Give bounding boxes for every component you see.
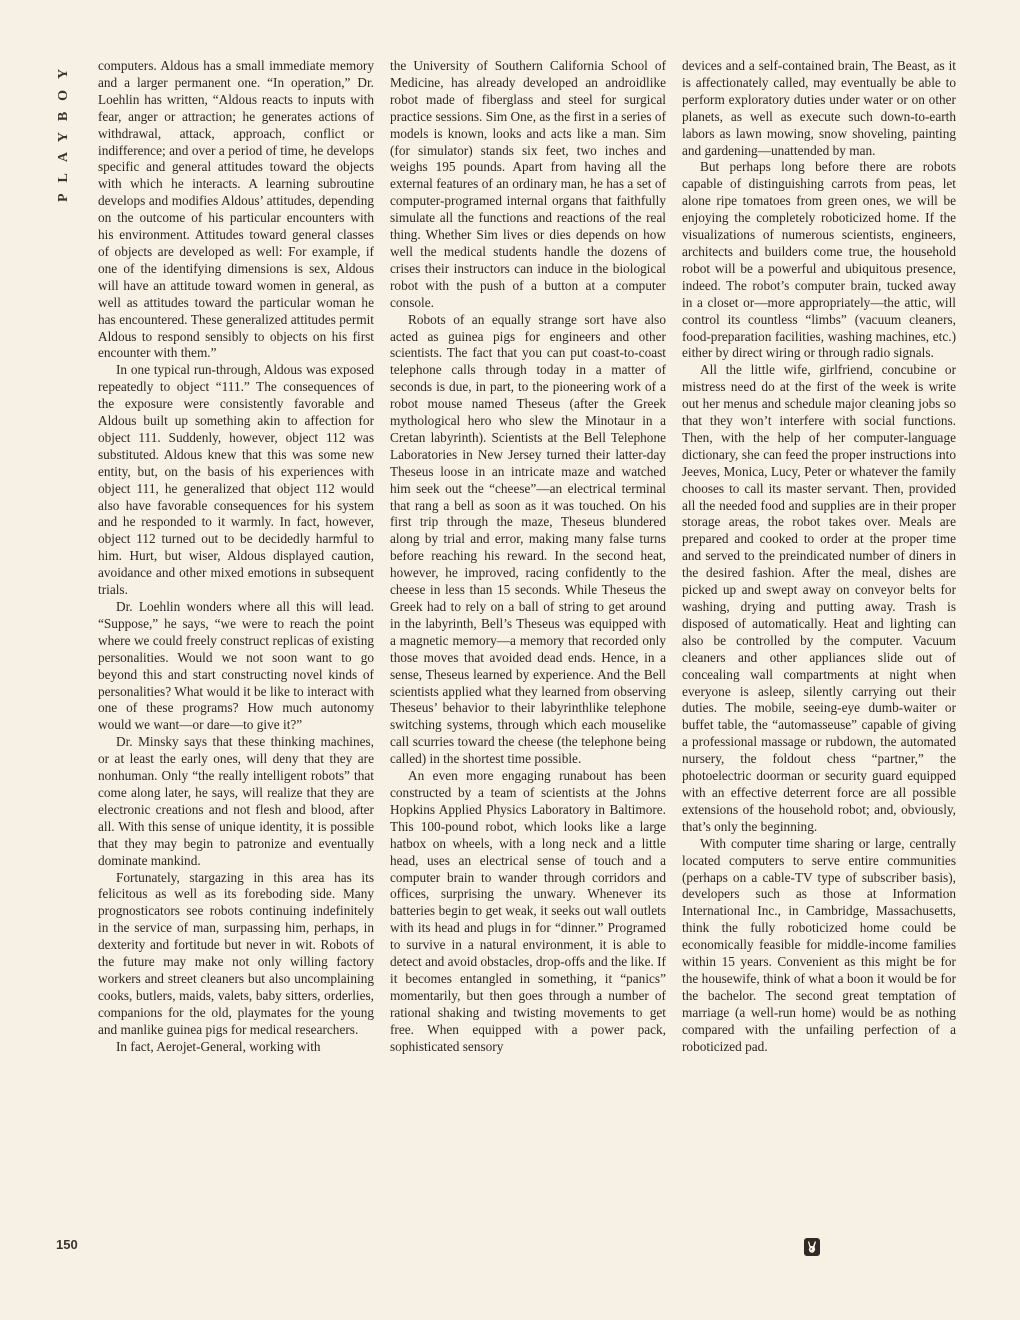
paragraph: Robots of an equally strange sort have also acted as guinea pigs for engineers and other scientists. The fact that you can put coast-to-coast telephone calls through today in a matter of seconds is due, in part, to the pioneering work of a robot mouse named Theseus (after the Greek mythological hero who slew the Minotaur in a Cretan labyrinth). Scientists at the Bell Telephone Laboratories in New Jersey turned their latter-day Theseus loose in an intricate maze and watched him seek out the “cheese”—an electrical terminal that rang a bell as soon as it was touched. On his first trip through the maze, Theseus blundered along by trial and error, making many false turns before reaching his reward. In the second heat, however, he improved, racing confidently to the cheese in less than 15 seconds. While Theseus the Greek had to rely on a ball of string to get around in the labyrinth, Bell’s Theseus was equipped with a magnetic memory—a memory that recorded only those moves that avoided dead ends. Hence, in a sense, Theseus learned by experience. And the Bell scientists applied what they learned from observing Theseus’ behavior to their labyrinthlike telephone switching systems, through which each mouselike call scurries toward the cheese (the telephone being called) in the shortest time possible. bbox=[390, 311, 666, 767]
rabbit-head-icon bbox=[804, 1238, 820, 1256]
page-number: 150 bbox=[56, 1237, 78, 1252]
paragraph: the University of Southern California School of Medicine, has already developed an androidlike robot made of fiberglass and steel for surgical practice sessions. Sim One, as the first in a series of models is known, looks and acts like a man. Sim (for simulator) stands six feet, two inches and weighs 195 pounds. Apart from having all the external features of an ordinary man, he has a set of computer-programed internal organs that faithfully simulate all the functions and reactions of the real thing. Whether Sim lives or dies depends on how well the medical students handle the dozens of crises their instructors can induce in the biological robot with the push of a button at a computer console. bbox=[390, 58, 666, 310]
paragraph: Dr. Minsky says that these thinking machines, or at least the early ones, will deny that they are nonhuman. Only “the really intelligent robots” that come along later, he says, will realize that they are electronic creations and not flesh and blood, after all. With this sense of unique identity, it is possible that they may begin to patronize and eventually dominate mankind. bbox=[98, 734, 374, 868]
paragraph: But perhaps long before there are robots capable of distinguishing carrots from peas, let alone ripe tomatoes from green ones, we will be enjoying the completely roboticized home. If the visualizations of numerous scientists, engineers, architects and builders come true, the household robot will be a powerful and ubiquitous presence, indeed. The robot’s computer brain, tucked away in a closet or—more appropriately—the attic, will control its countless “limbs” (vacuum cleaners, food-preparation facilities, washing machines, etc.) either by direct wiring or through radio signals. bbox=[682, 159, 956, 361]
paragraph: All the little wife, girlfriend, concubine or mistress need do at the first of the week is write out her menus and schedule major cleaning jobs so that they won’t interfere with social functions. Then, with the help of her computer-language dictionary, she can feed the proper instructions into Jeeves, Monica, Lucy, Peter or whatever the family chooses to call its master servant. Then, provided all the needed food and supplies are in their proper storage areas, the robot takes over. Meals are prepared and cooked to order at the proper time and served to the preindicated number of diners in the desired fashion. After the meal, dishes are picked up and swept away on conveyor belts for washing, drying and putting away. Trash is disposed of automatically. Heat and lighting can also be controlled by the computer. Vacuum cleaners and other appliances slide out of concealing wall compartments at night when everyone is asleep, silently carrying out their duties. The mobile, seeing-eye dumb-waiter or buffet table, the “automasseuse” capable of giving a professional massage or rubdown, the automated nursery, the foldout chess “partner,” the photoelectric doorman or security guard equipped with an effective deterrent force are all possible extensions of the household robot; and, obviously, that’s only the beginning. bbox=[682, 362, 956, 834]
paragraph: devices and a self-contained brain, The Beast, as it is affectionately called, may eventually be able to perform exploratory duties under water or on other planets, as well as execute such down-to-earth labors as lawn mowing, snow shoveling, painting and gardening—unattended by man. bbox=[682, 58, 956, 158]
paragraph: In one typical run-through, Aldous was exposed repeatedly to object “111.” The consequences of the exposure were consistently favorable and Aldous built up something akin to affection for object 111. Suddenly, however, object 112 was substituted. Aldous knew that this was some new entity, but, on the basis of his experiences with object 111, he generalized that object 112 would also have favorable consequences for his system and he responded to it warmly. In fact, however, object 112 turned out to be decidedly harmful to him. Hurt, but wiser, Aldous displayed caution, avoidance and other mixed emotions in subsequent trials. bbox=[98, 362, 374, 598]
paragraph: An even more engaging runabout has been constructed by a team of scientists at the Johns Hopkins Applied Physics Laboratory in Baltimore. This 100-pound robot, which looks like a large hatbox on wheels, with a long neck and a little head, uses an electrical sense of touch and a computer brain to wander through corridors and offices, surprising the unwary. Whenever its batteries begin to get weak, it seeks out wall outlets with its head and plugs in for “dinner.” Programed to survive in a natural environment, it is able to detect and avoid obstacles, drop-offs and the like. If it becomes entangled in something, it “panics” momentarily, but then goes through a number of rational shaking and twisting movements to get free. When equipped with a power pack, sophisticated sensory bbox=[390, 768, 666, 1054]
paragraph: In fact, Aerojet-General, working with bbox=[116, 1038, 321, 1054]
paragraph: With computer time sharing or large, centrally located computers to serve entire communities (perhaps on a cable-TV type of subscriber basis), developers such as those at Information International Inc., in Cambridge, Massachusetts, think the fully roboticized home could be economically feasible for middle-income families within 15 years. Convenient as this might be for the housewife, think of what a boon it would be for the bachelor. The second great temptation of marriage (a well-run home) would be as nothing compared with the unfailing perfection of a roboticized pad. bbox=[682, 835, 956, 1054]
text-column-1 bbox=[98, 58, 374, 1055]
paragraph: Dr. Loehlin wonders where all this will lead. “Suppose,” he says, “we were to reach the point where we could freely construct replicas of existing personalities. Would we not soon want to go beyond this and start constructing novel kinds of personalities? What would it be like to interact with one of these programs? How much autonomy would we want—or dare—to give it?” bbox=[98, 599, 374, 733]
text-column-2 bbox=[390, 58, 666, 1055]
paragraph: Fortunately, stargazing in this area has its felicitous as well as its foreboding side. Many prognosticators see robots continuing indefinitely in the service of man, surpassing him, perhaps, in dexterity and fortitude but never in wit. Robots of the future may make not only willing factory workers and street cleaners but also uncomplaining cooks, butlers, maids, valets, baby sitters, orderlies, companions for the old, playmates for the young and manlike guinea pigs for medical researchers. bbox=[98, 869, 374, 1037]
text-column-3 bbox=[682, 58, 956, 1055]
paragraph: computers. Aldous has a small immediate memory and a larger permanent one. “In operation,” Dr. Loehlin has written, “Aldous reacts to inputs with fear, anger or attraction; he generates actions of withdrawal, attack, approach, conflict or indifference; and over a period of time, he develops specific and general attitudes toward the objects with which he interacts. A learning subroutine develops and modifies Aldous’ attitudes, depending on the outcome of his particular encounters with his environment. Attitudes toward general classes of objects are developed as well: For example, if one of the identifying dimensions is sex, Aldous will have an attitude toward women in general, as well as attitudes toward the particular woman he has encountered. These generalized attitudes permit Aldous to respond sensibly to objects on his first encounter with them.” bbox=[98, 58, 374, 361]
masthead: PLAYBOY bbox=[56, 58, 71, 203]
